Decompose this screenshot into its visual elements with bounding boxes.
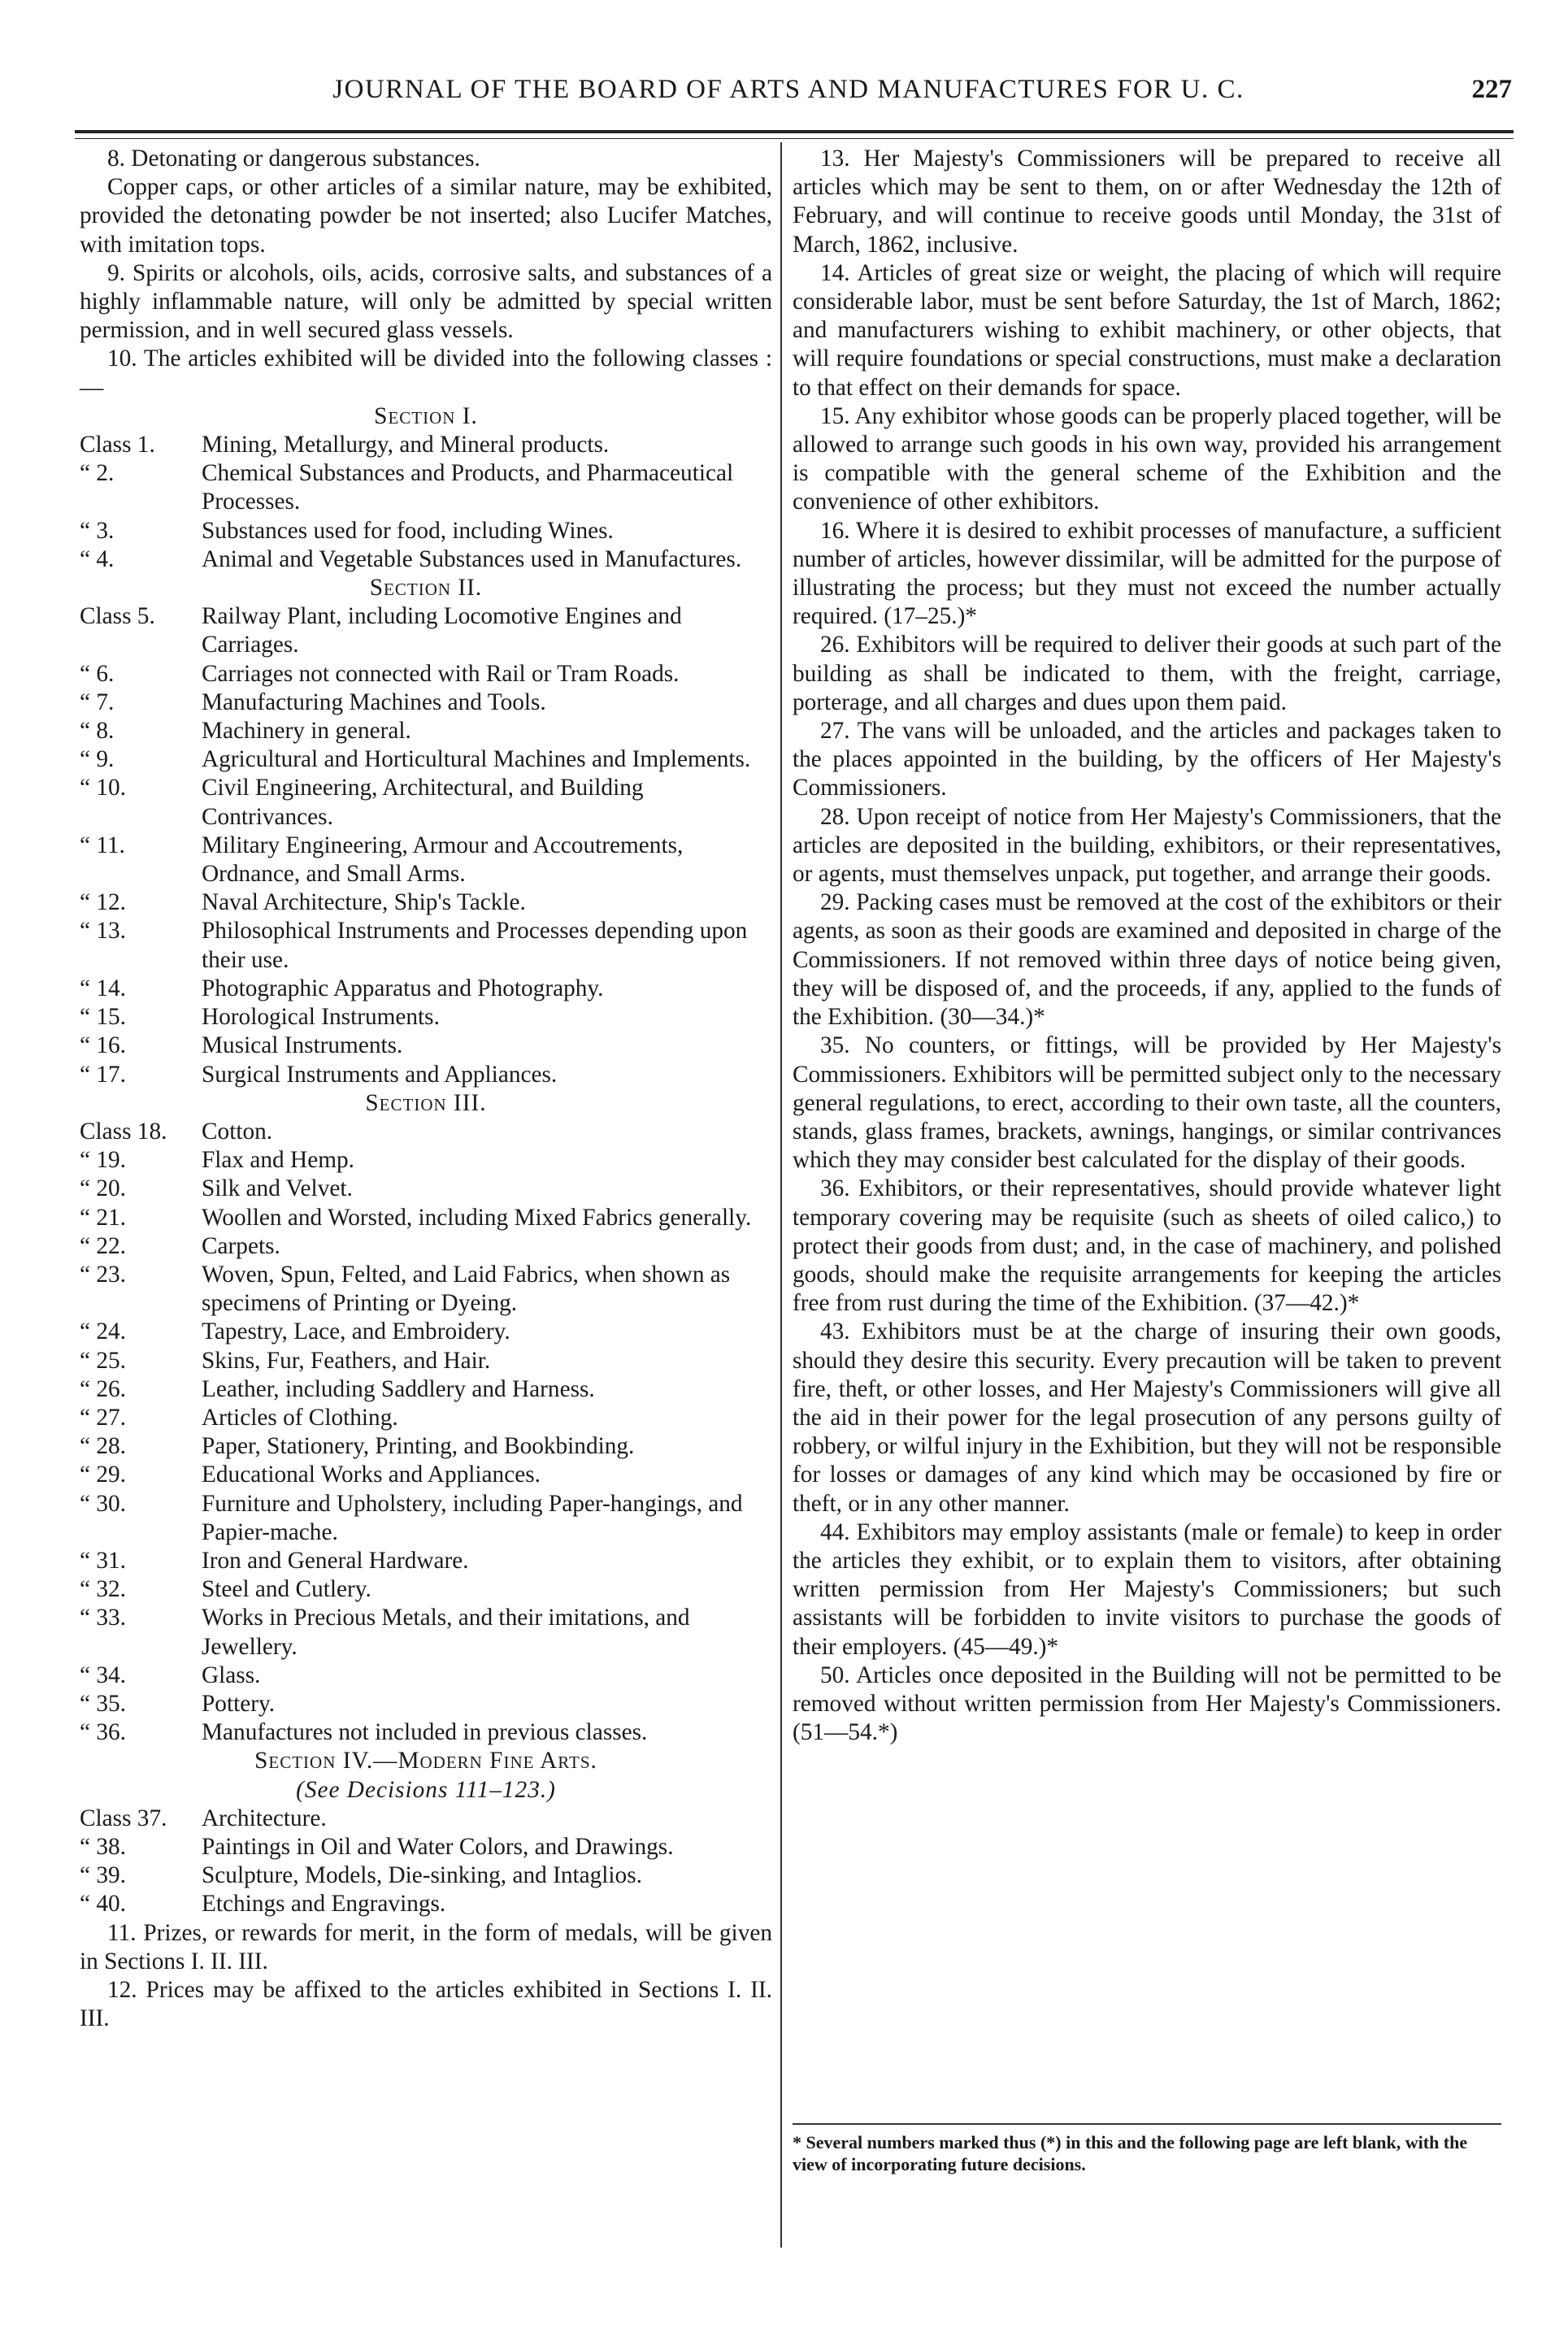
class-item bbox=[80, 1204, 772, 1232]
class-item bbox=[80, 1833, 772, 1861]
class-item bbox=[80, 1003, 772, 1032]
class-item bbox=[80, 660, 772, 688]
class-text: Furniture and Upholstery, including Paper-hangings, and Papier-mache. bbox=[202, 1490, 743, 1545]
class-label: “ 39. bbox=[80, 1862, 126, 1889]
class-label: “ 9. bbox=[80, 746, 115, 773]
class-text: Cotton. bbox=[202, 1118, 273, 1145]
class-label: Class 18. bbox=[80, 1118, 167, 1145]
class-item bbox=[80, 1861, 772, 1890]
class-item bbox=[80, 888, 772, 917]
class-label: “ 21. bbox=[80, 1204, 126, 1231]
class-item bbox=[80, 1662, 772, 1690]
class-label: “ 24. bbox=[80, 1318, 126, 1345]
rule-27: 27. The vans will be unloaded, and the articles and packages taken to the places appointed in the building, by the officers of Her Majesty's Commissioners. bbox=[793, 718, 1501, 801]
class-label: “ 31. bbox=[80, 1547, 126, 1574]
class-item bbox=[80, 1490, 772, 1547]
running-title: JOURNAL OF THE BOARD OF ARTS AND MANUFACTURES FOR U. C. bbox=[332, 75, 1244, 104]
class-item bbox=[80, 1805, 772, 1833]
class-item bbox=[80, 1061, 772, 1089]
class-item bbox=[80, 1175, 772, 1203]
class-text: Agricultural and Horticultural Machines and Implements. bbox=[202, 746, 751, 773]
class-text: Paintings in Oil and Water Colors, and Drawings. bbox=[202, 1833, 674, 1860]
class-item bbox=[80, 1146, 772, 1175]
section-heading: Section III. bbox=[365, 1089, 487, 1116]
class-item bbox=[80, 717, 772, 745]
class-text: Architecture. bbox=[202, 1805, 327, 1831]
class-item bbox=[80, 774, 772, 831]
rule-28: 28. Upon receipt of notice from Her Majesty's Commissioners, that the articles are deposited in the building, exhibitors, or their representatives, or agents, must themselves unpack, put together, and arrange their goods. bbox=[793, 803, 1501, 888]
class-text: Mining, Metallurgy, and Mineral products. bbox=[202, 432, 610, 458]
class-label: “ 26. bbox=[80, 1375, 126, 1402]
class-label: “ 3. bbox=[80, 517, 115, 544]
page-number: 227 bbox=[1471, 75, 1512, 104]
class-item bbox=[80, 832, 772, 888]
class-text: Surgical Instruments and Appliances. bbox=[202, 1061, 558, 1088]
rule-44: 44. Exhibitors may employ assistants (male or female) to keep in order the articles they exhibit, or to explain them to visitors, after obtaining written permission from Her Majesty's Commissioners; but such assistants will be forbidden to invite visitors to purchase the goods of their employers. (45—49.)* bbox=[793, 1518, 1501, 1660]
class-label: “ 34. bbox=[80, 1662, 126, 1688]
class-label: “ 11. bbox=[80, 832, 125, 858]
class-text: Steel and Cutlery. bbox=[202, 1576, 371, 1603]
class-label: “ 2. bbox=[80, 460, 115, 487]
class-text: Iron and General Hardware. bbox=[202, 1547, 469, 1574]
class-label: “ 10. bbox=[80, 775, 126, 801]
class-label: “ 40. bbox=[80, 1891, 126, 1918]
class-text: Machinery in general. bbox=[202, 718, 411, 745]
class-label: Class 37. bbox=[80, 1805, 167, 1831]
class-label: “ 22. bbox=[80, 1232, 126, 1259]
class-item bbox=[80, 917, 772, 974]
class-item bbox=[80, 1604, 772, 1661]
class-label: “ 38. bbox=[80, 1833, 126, 1860]
class-text: Articles of Clothing. bbox=[202, 1404, 398, 1431]
class-label: “ 15. bbox=[80, 1004, 126, 1031]
class-text: Etchings and Engravings. bbox=[202, 1891, 446, 1918]
rule-15: 15. Any exhibitor whose goods can be properly placed together, will be allowed to arrange such goods in his own way, provided his arrangement is compatible with the general scheme of the Exhibition and the convenience of other exhibitors. bbox=[793, 402, 1501, 515]
rule-36: 36. Exhibitors, or their representatives, should provide whatever light temporary covering may be requisite (such as sheets of oiled calico,) to protect their goods from dust; and, in the case of machinery, and polished goods, should make the requisite arrangements for keeping the articles free from rust during the time of the Exhibition. (37—42.)* bbox=[793, 1175, 1501, 1317]
class-text: Pottery. bbox=[202, 1690, 276, 1717]
rule-8-heading: 8. Detonating or dangerous substances. bbox=[107, 146, 480, 172]
class-text: Leather, including Saddlery and Harness. bbox=[202, 1375, 595, 1402]
rule-10: 10. The articles exhibited will be divided into the following classes :— bbox=[80, 345, 772, 401]
class-text: Manufacturing Machines and Tools. bbox=[202, 688, 546, 715]
class-label: “ 30. bbox=[80, 1490, 126, 1517]
class-item bbox=[80, 1118, 772, 1146]
header-rule-thin bbox=[75, 138, 1514, 139]
class-text: Military Engineering, Armour and Accoutrements, Ordnance, and Small Arms. bbox=[202, 832, 684, 888]
class-text: Railway Plant, including Locomotive Engines and Carriages. bbox=[202, 603, 682, 658]
header-rule bbox=[75, 130, 1514, 133]
footnote-rule bbox=[793, 2123, 1501, 2125]
class-label: “ 6. bbox=[80, 660, 115, 687]
class-label: “ 27. bbox=[80, 1404, 126, 1431]
class-item bbox=[80, 1375, 772, 1404]
class-label: “ 33. bbox=[80, 1605, 126, 1631]
class-item bbox=[80, 1432, 772, 1461]
class-label: “ 29. bbox=[80, 1462, 126, 1488]
left-column bbox=[80, 145, 772, 2033]
section-heading: Section I. bbox=[374, 402, 478, 429]
section-4-classes bbox=[80, 1805, 772, 1919]
right-column bbox=[793, 145, 1501, 1747]
class-item bbox=[80, 1347, 772, 1375]
rule-8-text: Copper caps, or other articles of a similar nature, may be exhibited, provided the detonating powder be not inserted; also Lucifer Matches, with imitation tops. bbox=[80, 174, 772, 258]
class-text: Chemical Substances and Products, and Pharmaceutical Processes. bbox=[202, 460, 734, 515]
rule-11: 11. Prizes, or rewards for merit, in the form of medals, will be given in Sections I. II. III. bbox=[80, 1919, 772, 1974]
class-text: Civil Engineering, Architectural, and Building Contrivances. bbox=[202, 775, 644, 830]
class-label: “ 12. bbox=[80, 889, 126, 916]
class-item bbox=[80, 459, 772, 516]
class-label: “ 8. bbox=[80, 718, 115, 745]
class-item bbox=[80, 545, 772, 574]
section-heading: Section IV.—Modern Fine Arts. bbox=[254, 1748, 597, 1774]
class-text: Skins, Fur, Feathers, and Hair. bbox=[202, 1347, 491, 1374]
class-text: Educational Works and Appliances. bbox=[202, 1462, 541, 1488]
footnote: * Several numbers marked thus (*) in this and the following page are left blank, with the view of incorporating future decisions. bbox=[793, 2132, 1468, 2174]
class-item bbox=[80, 1575, 772, 1604]
class-text: Works in Precious Metals, and their imitations, and Jewellery. bbox=[202, 1605, 690, 1660]
class-item bbox=[80, 517, 772, 545]
class-text: Naval Architecture, Ship's Tackle. bbox=[202, 889, 526, 916]
class-label: “ 20. bbox=[80, 1175, 126, 1202]
page-header bbox=[49, 75, 1528, 115]
class-text: Musical Instruments. bbox=[202, 1032, 403, 1059]
class-item bbox=[80, 1032, 772, 1060]
class-text: Carpets. bbox=[202, 1232, 280, 1259]
class-item bbox=[80, 1690, 772, 1718]
class-label: “ 36. bbox=[80, 1719, 126, 1746]
class-label: “ 35. bbox=[80, 1690, 126, 1717]
rule-29: 29. Packing cases must be removed at the cost of the exhibitors or their agents, as soon as their goods are examined and deposited in charge of the Commissioners. If not removed within three days of notice being given, they will be disposed of, and the proceeds, if any, applied to the funds of the Exhibition. (30—34.)* bbox=[793, 889, 1501, 1031]
class-item bbox=[80, 1404, 772, 1432]
class-text: Photographic Apparatus and Photography. bbox=[202, 975, 604, 1001]
rule-50: 50. Articles once deposited in the Building will not be permitted to be removed without written permission from Her Majesty's Commissioners. (51—54.*) bbox=[793, 1662, 1501, 1746]
class-label: “ 23. bbox=[80, 1261, 126, 1288]
rule-13: 13. Her Majesty's Commissioners will be prepared to receive all articles which may be sent to them, on or after Wednesday the 12th of February, and will continue to receive goods until Monday, the 31st of March, 1862, inclusive. bbox=[793, 146, 1501, 258]
class-text: Carriages not connected with Rail or Tram Roads. bbox=[202, 660, 680, 687]
rule-26: 26. Exhibitors will be required to deliver their goods at such part of the building as shall be indicated to them, with the freight, carriage, porterage, and all charges and dues upon them paid. bbox=[793, 632, 1501, 715]
class-item bbox=[80, 975, 772, 1003]
class-item bbox=[80, 431, 772, 459]
class-label: “ 16. bbox=[80, 1032, 126, 1059]
class-label: “ 13. bbox=[80, 918, 126, 945]
class-label: “ 17. bbox=[80, 1061, 126, 1088]
class-text: Horological Instruments. bbox=[202, 1004, 440, 1031]
class-label: Class 1. bbox=[80, 432, 155, 458]
class-label: “ 28. bbox=[80, 1433, 126, 1460]
class-label: Class 5. bbox=[80, 603, 155, 630]
class-text: Substances used for food, including Wines. bbox=[202, 517, 614, 544]
rule-43: 43. Exhibitors must be at the charge of insuring their own goods, should they desire this security. Every precaution will be taken to prevent fire, theft, or other losses, and Her Majesty's Commissioners will give all the aid in their power for the legal prosecution of any persons guilty of robbery, or wilful injury in the Exhibition, but they will not be responsible for losses or damages of any kind which may be occasioned by fire or theft, or in any other manner. bbox=[793, 1318, 1501, 1517]
class-item bbox=[80, 1718, 772, 1747]
class-label: “ 32. bbox=[80, 1576, 126, 1603]
class-item bbox=[80, 1890, 772, 1918]
class-text: Woven, Spun, Felted, and Laid Fabrics, when shown as specimens of Printing or Dyeing. bbox=[202, 1261, 731, 1317]
class-label: “ 4. bbox=[80, 545, 115, 572]
class-item bbox=[80, 1261, 772, 1318]
class-label: “ 7. bbox=[80, 688, 115, 715]
section-3-classes bbox=[80, 1118, 772, 1747]
class-label: “ 19. bbox=[80, 1147, 126, 1174]
class-item bbox=[80, 688, 772, 717]
column-divider bbox=[780, 142, 782, 2248]
section-heading: Section II. bbox=[369, 575, 483, 602]
class-text: Animal and Vegetable Substances used in Manufactures. bbox=[202, 545, 742, 572]
class-text: Flax and Hemp. bbox=[202, 1147, 354, 1174]
class-text: Paper, Stationery, Printing, and Bookbinding. bbox=[202, 1433, 635, 1460]
class-label: “ 25. bbox=[80, 1347, 126, 1374]
class-label: “ 14. bbox=[80, 975, 126, 1001]
class-text: Manufactures not included in previous classes. bbox=[202, 1719, 648, 1746]
rule-12: 12. Prices may be affixed to the articles exhibited in Sections I. II. III. bbox=[80, 1977, 772, 2032]
class-text: Philosophical Instruments and Processes depending upon their use. bbox=[202, 918, 748, 973]
class-text: Silk and Velvet. bbox=[202, 1175, 353, 1202]
class-item bbox=[80, 1232, 772, 1261]
rule-9: 9. Spirits or alcohols, oils, acids, corrosive salts, and substances of a highly inflammable nature, will only be admitted by special written permission, and in well secured glass vessels. bbox=[80, 259, 772, 344]
class-item bbox=[80, 1318, 772, 1346]
class-item bbox=[80, 1547, 772, 1575]
class-text: Woollen and Worsted, including Mixed Fabrics generally. bbox=[202, 1204, 752, 1231]
class-text: Tapestry, Lace, and Embroidery. bbox=[202, 1318, 510, 1345]
rule-14: 14. Articles of great size or weight, the placing of which will require considerable labor, must be sent before Saturday, the 1st of March, 1862; and manufacturers wishing to exhibit machinery, or other objects, that will require foundations or special constructions, must make a declaration to that effect on their demands for space. bbox=[793, 259, 1501, 401]
class-item bbox=[80, 745, 772, 774]
class-text: Sculpture, Models, Die-sinking, and Intaglios. bbox=[202, 1862, 642, 1889]
rule-16: 16. Where it is desired to exhibit processes of manufacture, a sufficient number of articles, however dissimilar, will be admitted for the purpose of illustrating the process; but they must not exceed the number actually required. (17–25.)* bbox=[793, 517, 1501, 630]
rule-35: 35. No counters, or fittings, will be provided by Her Majesty's Commissioners. Exhibitors will be permitted subject only to the necessary general regulations, to erect, according to their own taste, all the counters, stands, glass frames, brackets, awnings, hangings, or similar contrivances which they may consider best calculated for the display of their goods. bbox=[793, 1032, 1501, 1174]
section-1-classes bbox=[80, 431, 772, 574]
class-item bbox=[80, 602, 772, 659]
section-2-classes bbox=[80, 602, 772, 1088]
class-item bbox=[80, 1461, 772, 1489]
section-4-note: (See Decisions 111–123.) bbox=[296, 1776, 556, 1803]
class-text: Glass. bbox=[202, 1662, 261, 1688]
